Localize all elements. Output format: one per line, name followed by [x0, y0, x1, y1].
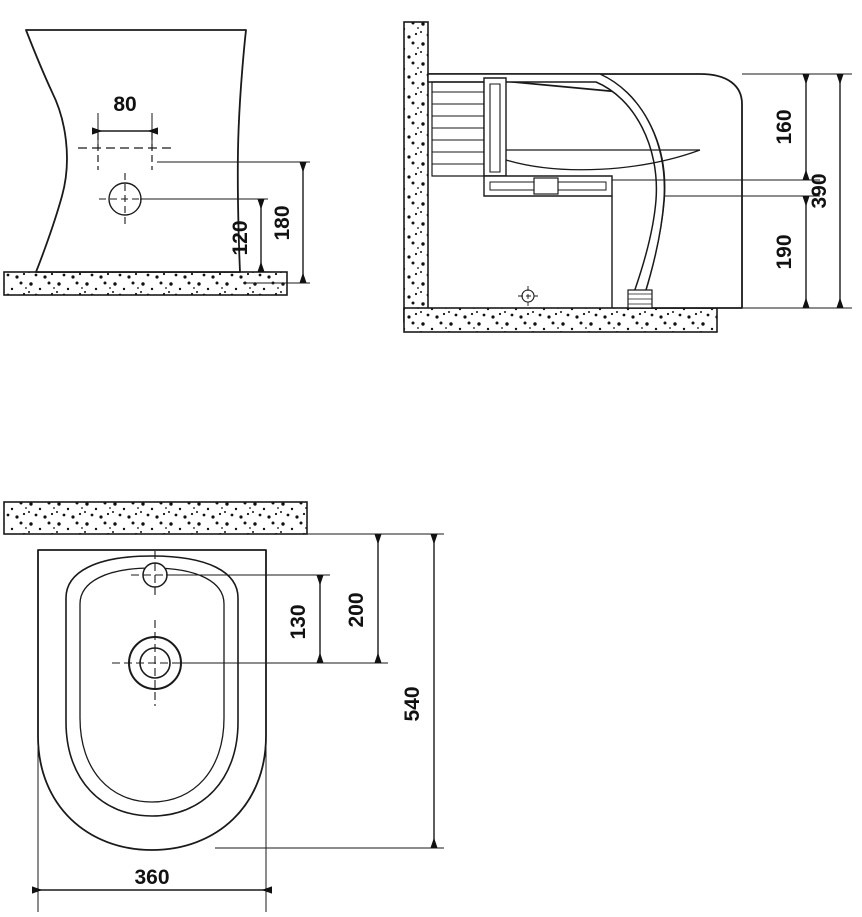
top-bidet-outline: [38, 550, 266, 850]
dim-label-190: 190: [773, 234, 796, 270]
dim-label-180: 180: [271, 205, 294, 241]
side-wall: [404, 22, 428, 322]
front-elevation-view: [4, 30, 310, 295]
dim-label-390: 390: [808, 173, 831, 209]
dim-label-130: 130: [287, 604, 310, 640]
top-plan-view: [4, 502, 444, 912]
dim-label-120: 120: [229, 220, 252, 256]
dim-label-160: 160: [773, 109, 796, 145]
side-bidet-section: [428, 74, 742, 308]
dim-label-80: 80: [113, 93, 137, 116]
dim-label-360: 360: [134, 866, 170, 889]
front-bidet-outline: [26, 30, 246, 272]
side-dimension-390: [806, 74, 852, 308]
dim-label-540: 540: [401, 686, 424, 722]
top-wall-slab: [4, 502, 307, 534]
side-floor-slab: [404, 308, 717, 332]
dim-label-200: 200: [345, 592, 368, 628]
side-section-view: [404, 22, 852, 332]
